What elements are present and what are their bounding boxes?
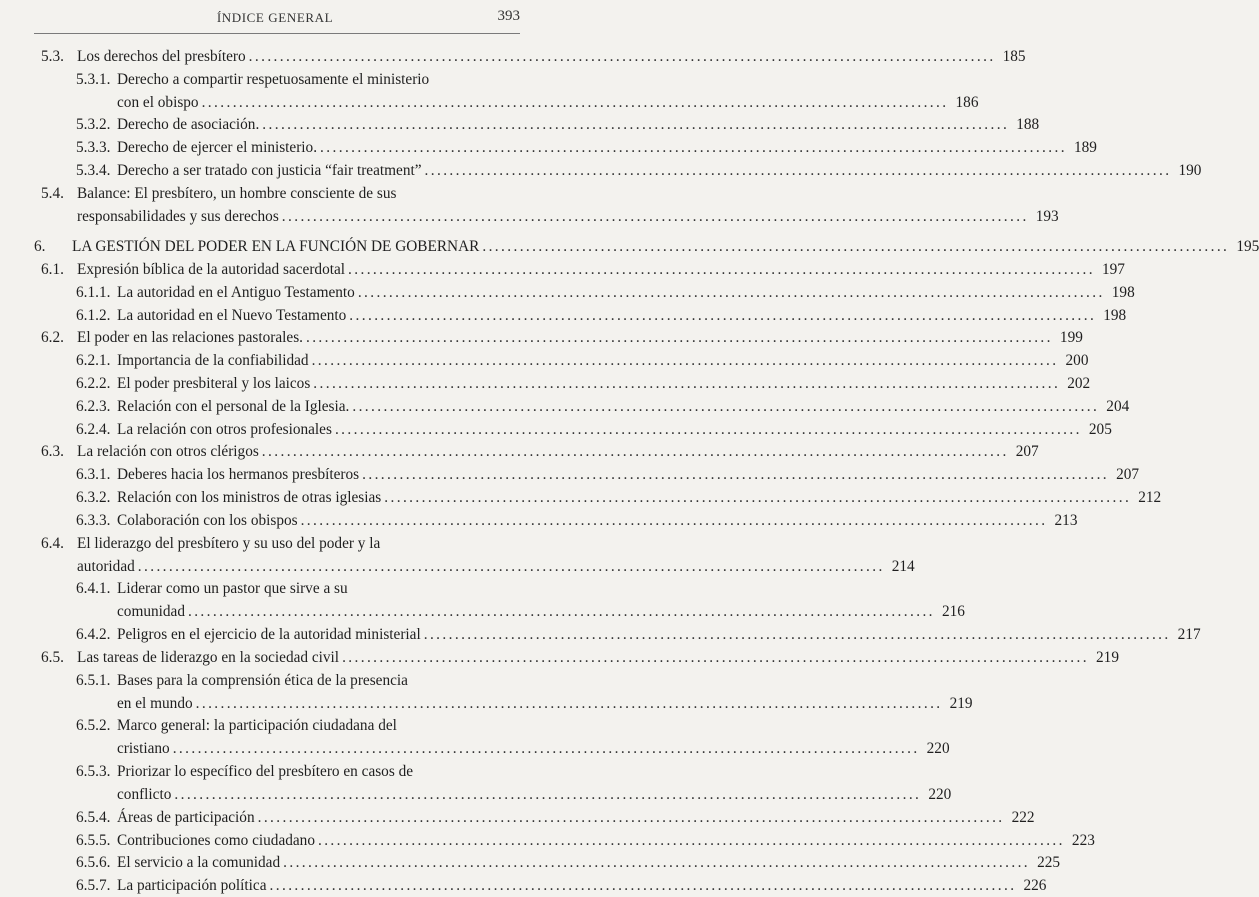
toc-entry-title: Derecho a ser tratado con justicia “fair treatment” [117,162,422,179]
toc-entry [76,350,1089,372]
toc-entry-number: 5.3.1. [76,71,111,88]
toc-entry-number: 6.3.2. [76,489,111,506]
toc-entry-title: Áreas de participación [117,809,255,826]
toc-entry-page: 225 [1037,854,1061,871]
toc-entry-page: 193 [1035,208,1059,225]
toc-entry [76,601,965,623]
toc-entry [76,510,1078,532]
toc-entry-page: 198 [1111,284,1135,301]
dot-leader: ........................................................................................................................ [349,307,1097,324]
toc-entry-number: 5.3.2. [76,116,111,133]
toc-entry-page: 214 [891,558,915,575]
toc-entry [76,464,1140,486]
toc-entry [76,670,519,692]
toc-entry [76,92,979,114]
toc-entry [76,69,519,91]
toc-entry-title: La autoridad en el Antiguo Testamento [117,284,355,301]
toc-entry-title: El poder en las relaciones pastorales. [77,329,303,346]
toc-entry-title: cristiano [117,740,170,757]
toc-entry [41,327,1083,349]
toc-entry-number: 6.5.3. [76,763,111,780]
toc-entry-number: 6.2. [41,329,64,346]
toc-entry [76,875,1047,897]
toc-entry-title: Liderar como un pastor que sirve a su [117,580,348,597]
toc-entry [76,419,1112,441]
toc-entry-title: Relación con el personal de la Iglesia. [117,398,350,415]
toc-entry-page: 195 [1236,238,1259,255]
toc-entry-page: 222 [1011,809,1035,826]
dot-leader: ........................................................................................................................ [348,261,1095,278]
toc-entry-number: 6.2.4. [76,421,111,438]
toc-entry-title: Balance: El presbítero, un hombre consciente de sus [77,185,397,202]
toc-entry-title: Priorizar lo específico del presbítero en casos de [117,763,414,780]
toc-entry-page: 207 [1116,466,1140,483]
toc-entry-title: Importancia de la confiabilidad [117,352,309,369]
toc-entry-number: 6.3.3. [76,512,111,529]
toc-entry-title: Deberes hacia los hermanos presbíteros [117,466,360,483]
toc-entry [76,807,1035,829]
toc-entry-number: 6.5.4. [76,809,111,826]
toc-entry-title: Las tareas de liderazgo en la sociedad civil [77,649,340,666]
dot-leader: ........................................................................................................................ [384,489,1132,506]
toc-entry [76,137,1097,159]
dot-leader: ........................................................................................................................ [311,352,1059,369]
toc-entry-number: 6. [34,238,46,255]
dot-leader: ........................................................................................................................ [482,238,1230,255]
toc-entry-number: 5.3.3. [76,139,111,156]
toc-entry-number: 6.5. [41,649,64,666]
toc-entry-number: 6.5.7. [76,877,111,894]
toc-entry-page: 202 [1067,375,1091,392]
toc-entry-title: Los derechos del presbítero [77,48,246,65]
toc-entry-title: La relación con otros clérigos [77,443,259,460]
toc-entry-number: 6.5.5. [76,832,111,849]
toc-entry-title: con el obispo [117,94,199,111]
dot-leader: ........................................................................................................................ [320,139,1067,156]
toc-entry-title: Bases para la comprensión ética de la presencia [117,672,408,689]
toc-entry-number: 6.2.2. [76,375,111,392]
toc-entry [76,305,1127,327]
toc-entry-title: Relación con los ministros de otras iglesias [117,489,382,506]
toc-entry [76,282,1135,304]
toc-entry-number: 5.3. [41,48,64,65]
dot-leader: ........................................................................................................................ [362,466,1110,483]
dot-leader: ........................................................................................................................ [201,94,949,111]
toc-entry-number: 5.3.4. [76,162,111,179]
toc-entry-page: 197 [1101,261,1125,278]
toc-entry-page: 217 [1177,626,1201,643]
toc-entry [76,830,1095,852]
toc-entry [76,373,1091,395]
toc-entry-page: 213 [1054,512,1078,529]
dot-leader: ........................................................................................................................ [257,809,1005,826]
toc-entry [76,396,1130,418]
dot-leader: ........................................................................................................................ [283,854,1031,871]
toc-entry-page: 190 [1178,162,1202,179]
toc-entry [41,441,1039,463]
toc-entry [76,715,519,737]
toc-entry [41,206,1059,228]
toc-entry [76,114,1040,136]
toc-entry-page: 198 [1103,307,1127,324]
running-header-page-number: 393 [497,8,520,24]
toc-entry-title: Marco general: la participación ciudadana del [117,717,397,734]
toc-entry [41,556,915,578]
toc-entry-title: El liderazgo del presbítero y su uso del poder y la [77,535,381,552]
toc-entry-title: La relación con otros profesionales [117,421,332,438]
toc-entry-title: Derecho de asociación. [117,116,260,133]
toc-entry-number: 6.3.1. [76,466,111,483]
dot-leader: ........................................................................................................................ [313,375,1061,392]
toc-entry-page: 226 [1023,877,1047,894]
running-header-title: ÍNDICE GENERAL [216,10,334,25]
dot-leader: ........................................................................................................................ [423,626,1171,643]
dot-leader: ........................................................................................................................ [342,649,1089,666]
toc-entry [76,761,519,783]
dot-leader: ........................................................................................................................ [424,162,1172,179]
toc-entry-number: 6.5.2. [76,717,111,734]
toc-entry-title: responsabilidades y sus derechos [77,208,279,225]
toc-entry-number: 6.5.1. [76,672,111,689]
toc-entry [76,624,1201,646]
toc-entry-title: La autoridad en el Nuevo Testamento [117,307,347,324]
toc-entry-title: comunidad [117,603,185,620]
toc-entry [76,852,1061,874]
toc-entry-title: autoridad [77,558,135,575]
toc-entry-title: en el mundo [117,695,193,712]
toc-entry-number: 6.1.2. [76,307,111,324]
dot-leader: ........................................................................................................................ [352,398,1100,415]
toc-entry-page: 212 [1138,489,1162,506]
toc-entry-title: LA GESTIÓN DEL PODER EN LA FUNCIÓN DE GOBERNAR [72,238,480,255]
toc-entry-number: 6.3. [41,443,64,460]
toc-entry-page: 216 [941,603,965,620]
toc-entry-title: Colaboración con los obispos [117,512,298,529]
toc-entry-page: 204 [1106,398,1130,415]
toc-entry-title: Derecho a compartir respetuosamente el ministerio [117,71,430,88]
toc-entry-page: 219 [949,695,973,712]
toc-entry-number: 6.4. [41,535,64,552]
toc-entry-page: 200 [1065,352,1089,369]
toc-entry [41,259,1125,281]
toc-entry [76,160,1202,182]
toc-entry [76,578,519,600]
dot-leader: ........................................................................................................................ [269,877,1017,894]
toc-entry-number: 6.4.1. [76,580,111,597]
toc-entry-number: 6.2.3. [76,398,111,415]
toc-entry [76,487,1162,509]
toc-entry-page: 186 [955,94,979,111]
dot-leader: ........................................................................................................................ [174,786,922,803]
toc-entry-number: 6.1. [41,261,64,278]
toc-entry [34,236,1259,258]
dot-leader: ........................................................................................................................ [281,208,1029,225]
toc-entry-page: 207 [1015,443,1039,460]
toc-entry-page: 185 [1002,48,1026,65]
dot-leader: ........................................................................................................................ [357,284,1105,301]
toc-entry-title: Peligros en el ejercicio de la autoridad ministerial [117,626,421,643]
toc-entry [41,647,1119,669]
toc-entry [41,533,519,555]
toc-entry-title: Expresión bíblica de la autoridad sacerdotal [77,261,346,278]
toc-entry [76,738,950,760]
toc-entry-number: 5.4. [41,185,64,202]
toc-entry-title: conflicto [117,786,172,803]
dot-leader: ........................................................................................................................ [137,558,885,575]
toc-entry-title: El poder presbiteral y los laicos [117,375,311,392]
toc-entry-page: 219 [1096,649,1119,666]
dot-leader: ........................................................................................................................ [300,512,1048,529]
toc-entry-page: 188 [1016,116,1040,133]
toc-entry [76,693,973,715]
dot-leader: ........................................................................................................................ [317,832,1065,849]
toc-entry-title: Contribuciones como ciudadano [117,832,315,849]
dot-leader: ........................................................................................................................ [261,443,1009,460]
dot-leader: ........................................................................................................................ [305,329,1053,346]
toc-entry-title: Derecho de ejercer el ministerio. [117,139,318,156]
toc-entry [76,784,952,806]
toc-entry-page: 205 [1088,421,1112,438]
toc-entry-page: 220 [928,786,952,803]
toc-entry-number: 6.4.2. [76,626,111,643]
toc-entry-page: 223 [1071,832,1095,849]
dot-leader: ........................................................................................................................ [195,695,943,712]
dot-leader: ........................................................................................................................ [248,48,996,65]
dot-leader: ........................................................................................................................ [262,116,1010,133]
toc-entry-page: 199 [1059,329,1083,346]
toc-entry-page: 189 [1074,139,1097,156]
toc-entry-number: 6.1.1. [76,284,111,301]
toc-entry-number: 6.2.1. [76,352,111,369]
toc-entry-title: El servicio a la comunidad [117,854,281,871]
dot-leader: ........................................................................................................................ [187,603,935,620]
toc-entry [41,183,519,205]
dot-leader: ........................................................................................................................ [172,740,920,757]
toc-entry-page: 220 [926,740,950,757]
toc-entry [41,46,1026,68]
toc-entry-number: 6.5.6. [76,854,111,871]
dot-leader: ........................................................................................................................ [334,421,1082,438]
toc-entry-title: La participación política [117,877,267,894]
